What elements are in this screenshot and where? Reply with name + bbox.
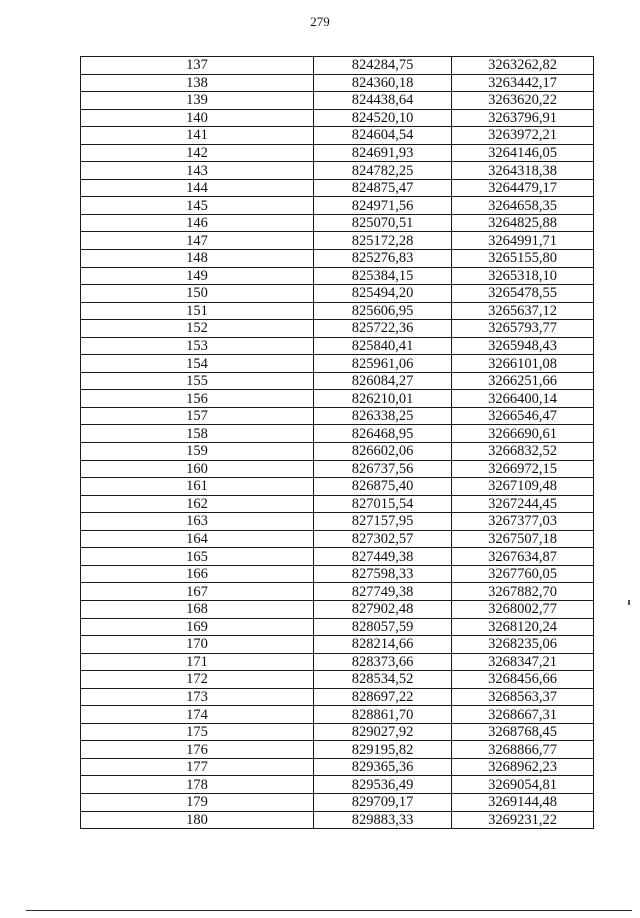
point-number-cell: 145 (81, 197, 314, 215)
y-coordinate-cell: 3264479,17 (452, 179, 594, 197)
x-coordinate-cell: 826737,56 (314, 460, 452, 478)
point-number-cell: 172 (81, 671, 314, 689)
x-coordinate-cell: 825172,28 (314, 232, 452, 250)
x-coordinate-cell: 827302,57 (314, 530, 452, 548)
x-coordinate-cell: 826468,95 (314, 425, 452, 443)
point-number-cell: 160 (81, 460, 314, 478)
y-coordinate-cell: 3267244,45 (452, 495, 594, 513)
y-coordinate-cell: 3267507,18 (452, 530, 594, 548)
x-coordinate-cell: 825840,41 (314, 337, 452, 355)
y-coordinate-cell: 3269054,81 (452, 776, 594, 794)
point-number-cell: 143 (81, 162, 314, 180)
x-coordinate-cell: 824284,75 (314, 57, 452, 75)
point-number-cell: 151 (81, 302, 314, 320)
x-coordinate-cell: 825722,36 (314, 320, 452, 338)
x-coordinate-cell: 827449,38 (314, 548, 452, 566)
y-coordinate-cell: 3268347,21 (452, 653, 594, 671)
table-row (81, 478, 594, 496)
point-number-cell: 142 (81, 144, 314, 162)
x-coordinate-cell: 824438,64 (314, 92, 452, 110)
y-coordinate-cell: 3263972,21 (452, 127, 594, 145)
table-row (81, 57, 594, 75)
table-row (81, 583, 594, 601)
y-coordinate-cell: 3268962,23 (452, 758, 594, 776)
x-coordinate-cell: 826084,27 (314, 372, 452, 390)
point-number-cell: 168 (81, 600, 314, 618)
table-row (81, 250, 594, 268)
table-row (81, 688, 594, 706)
y-coordinate-cell: 3265793,77 (452, 320, 594, 338)
point-number-cell: 164 (81, 530, 314, 548)
table-row (81, 636, 594, 654)
table-row (81, 425, 594, 443)
x-coordinate-cell: 828861,70 (314, 706, 452, 724)
table-row (81, 811, 594, 829)
point-number-cell: 170 (81, 636, 314, 654)
y-coordinate-cell: 3265155,80 (452, 250, 594, 268)
y-coordinate-cell: 3269144,48 (452, 793, 594, 811)
point-number-cell: 161 (81, 478, 314, 496)
y-coordinate-cell: 3267882,70 (452, 583, 594, 601)
table-row (81, 179, 594, 197)
y-coordinate-cell: 3268563,37 (452, 688, 594, 706)
table-row (81, 706, 594, 724)
table-row (81, 758, 594, 776)
table-row (81, 92, 594, 110)
x-coordinate-cell: 828697,22 (314, 688, 452, 706)
y-coordinate-cell: 3264146,05 (452, 144, 594, 162)
x-coordinate-cell: 829709,17 (314, 793, 452, 811)
point-number-cell: 138 (81, 74, 314, 92)
y-coordinate-cell: 3267760,05 (452, 565, 594, 583)
x-coordinate-cell: 828214,66 (314, 636, 452, 654)
table-row (81, 214, 594, 232)
point-number-cell: 141 (81, 127, 314, 145)
point-number-cell: 144 (81, 179, 314, 197)
table-row (81, 302, 594, 320)
y-coordinate-cell: 3264318,38 (452, 162, 594, 180)
y-coordinate-cell: 3268667,31 (452, 706, 594, 724)
y-coordinate-cell: 3268456,66 (452, 671, 594, 689)
point-number-cell: 177 (81, 758, 314, 776)
x-coordinate-cell: 829365,36 (314, 758, 452, 776)
table-row (81, 671, 594, 689)
table-row (81, 443, 594, 461)
table-row (81, 144, 594, 162)
page-number: 279 (310, 14, 330, 29)
table-row (81, 74, 594, 92)
x-coordinate-cell: 825070,51 (314, 214, 452, 232)
y-coordinate-cell: 3266690,61 (452, 425, 594, 443)
point-number-cell: 148 (81, 250, 314, 268)
x-coordinate-cell: 828534,52 (314, 671, 452, 689)
table-row (81, 372, 594, 390)
point-number-cell: 146 (81, 214, 314, 232)
x-coordinate-cell: 826875,40 (314, 478, 452, 496)
x-coordinate-cell: 827015,54 (314, 495, 452, 513)
table-row (81, 232, 594, 250)
y-coordinate-cell: 3263262,82 (452, 57, 594, 75)
table-row (81, 530, 594, 548)
table-row (81, 127, 594, 145)
point-number-cell: 155 (81, 372, 314, 390)
point-number-cell: 163 (81, 513, 314, 531)
table-row (81, 460, 594, 478)
table-row (81, 776, 594, 794)
point-number-cell: 166 (81, 565, 314, 583)
point-number-cell: 171 (81, 653, 314, 671)
point-number-cell: 147 (81, 232, 314, 250)
y-coordinate-cell: 3267109,48 (452, 478, 594, 496)
point-number-cell: 174 (81, 706, 314, 724)
point-number-cell: 152 (81, 320, 314, 338)
y-coordinate-cell: 3264658,35 (452, 197, 594, 215)
y-coordinate-cell: 3268002,77 (452, 600, 594, 618)
table-row (81, 495, 594, 513)
table-row (81, 337, 594, 355)
x-coordinate-cell: 825961,06 (314, 355, 452, 373)
point-number-cell: 137 (81, 57, 314, 75)
table-row (81, 600, 594, 618)
y-coordinate-cell: 3263620,22 (452, 92, 594, 110)
table-row (81, 793, 594, 811)
x-coordinate-cell: 824604,54 (314, 127, 452, 145)
point-number-cell: 153 (81, 337, 314, 355)
point-number-cell: 158 (81, 425, 314, 443)
coordinates-table-body (81, 57, 594, 829)
point-number-cell: 162 (81, 495, 314, 513)
point-number-cell: 159 (81, 443, 314, 461)
x-coordinate-cell: 824971,56 (314, 197, 452, 215)
point-number-cell: 180 (81, 811, 314, 829)
y-coordinate-cell: 3268866,77 (452, 741, 594, 759)
point-number-cell: 150 (81, 285, 314, 303)
point-number-cell: 169 (81, 618, 314, 636)
table-row (81, 723, 594, 741)
table-row (81, 618, 594, 636)
x-coordinate-cell: 825384,15 (314, 267, 452, 285)
y-coordinate-cell: 3267377,03 (452, 513, 594, 531)
y-coordinate-cell: 3268120,24 (452, 618, 594, 636)
table-row (81, 320, 594, 338)
x-coordinate-cell: 829536,49 (314, 776, 452, 794)
x-coordinate-cell: 826602,06 (314, 443, 452, 461)
y-coordinate-cell: 3264825,88 (452, 214, 594, 232)
y-coordinate-cell: 3265478,55 (452, 285, 594, 303)
point-number-cell: 178 (81, 776, 314, 794)
x-coordinate-cell: 827598,33 (314, 565, 452, 583)
x-coordinate-cell: 825606,95 (314, 302, 452, 320)
y-coordinate-cell: 3263442,17 (452, 74, 594, 92)
x-coordinate-cell: 828057,59 (314, 618, 452, 636)
x-coordinate-cell: 824875,47 (314, 179, 452, 197)
coordinates-table (80, 56, 594, 829)
y-coordinate-cell: 3263796,91 (452, 109, 594, 127)
point-number-cell: 173 (81, 688, 314, 706)
table-row (81, 390, 594, 408)
y-coordinate-cell: 3266832,52 (452, 443, 594, 461)
y-coordinate-cell: 3264991,71 (452, 232, 594, 250)
y-coordinate-cell: 3267634,87 (452, 548, 594, 566)
table-row (81, 565, 594, 583)
x-coordinate-cell: 827749,38 (314, 583, 452, 601)
x-coordinate-cell: 829195,82 (314, 741, 452, 759)
x-coordinate-cell: 824782,25 (314, 162, 452, 180)
point-number-cell: 139 (81, 92, 314, 110)
y-coordinate-cell: 3266972,15 (452, 460, 594, 478)
point-number-cell: 165 (81, 548, 314, 566)
y-coordinate-cell: 3266251,66 (452, 372, 594, 390)
x-coordinate-cell: 825276,83 (314, 250, 452, 268)
point-number-cell: 140 (81, 109, 314, 127)
point-number-cell: 149 (81, 267, 314, 285)
x-coordinate-cell: 828373,66 (314, 653, 452, 671)
table-row (81, 197, 594, 215)
x-coordinate-cell: 824520,10 (314, 109, 452, 127)
table-row (81, 285, 594, 303)
y-coordinate-cell: 3265637,12 (452, 302, 594, 320)
x-coordinate-cell: 827902,48 (314, 600, 452, 618)
table-row (81, 653, 594, 671)
x-coordinate-cell: 826338,25 (314, 407, 452, 425)
table-row (81, 267, 594, 285)
table-row (81, 162, 594, 180)
table-row (81, 548, 594, 566)
x-coordinate-cell: 824691,93 (314, 144, 452, 162)
scan-speck (628, 600, 630, 605)
y-coordinate-cell: 3265318,10 (452, 267, 594, 285)
table-row (81, 741, 594, 759)
y-coordinate-cell: 3268235,06 (452, 636, 594, 654)
y-coordinate-cell: 3266101,08 (452, 355, 594, 373)
y-coordinate-cell: 3268768,45 (452, 723, 594, 741)
point-number-cell: 179 (81, 793, 314, 811)
table-row (81, 109, 594, 127)
y-coordinate-cell: 3266400,14 (452, 390, 594, 408)
table-row (81, 407, 594, 425)
table-row (81, 513, 594, 531)
point-number-cell: 167 (81, 583, 314, 601)
x-coordinate-cell: 824360,18 (314, 74, 452, 92)
x-coordinate-cell: 826210,01 (314, 390, 452, 408)
x-coordinate-cell: 829027,92 (314, 723, 452, 741)
page-bottom-edge (26, 910, 632, 911)
x-coordinate-cell: 825494,20 (314, 285, 452, 303)
x-coordinate-cell: 829883,33 (314, 811, 452, 829)
point-number-cell: 175 (81, 723, 314, 741)
y-coordinate-cell: 3265948,43 (452, 337, 594, 355)
table-row (81, 355, 594, 373)
y-coordinate-cell: 3269231,22 (452, 811, 594, 829)
point-number-cell: 157 (81, 407, 314, 425)
point-number-cell: 154 (81, 355, 314, 373)
y-coordinate-cell: 3266546,47 (452, 407, 594, 425)
x-coordinate-cell: 827157,95 (314, 513, 452, 531)
point-number-cell: 176 (81, 741, 314, 759)
point-number-cell: 156 (81, 390, 314, 408)
